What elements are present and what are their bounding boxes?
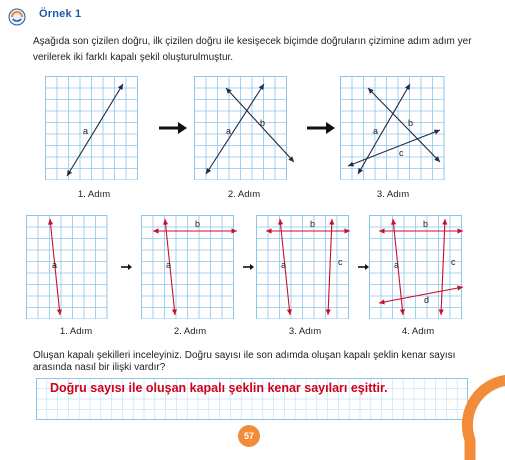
arrow-right-icon xyxy=(306,121,336,135)
line-label: a xyxy=(394,260,400,270)
answer-text: Doğru sayısı ile oluşan kapalı şeklin kenar sayıları eşittir. xyxy=(50,381,388,395)
line-label: a xyxy=(281,260,287,270)
row1-step3-figure xyxy=(340,76,446,180)
line-c xyxy=(326,219,335,315)
line-label: a xyxy=(166,260,172,270)
row2-step2-caption: 2. Adım xyxy=(173,326,207,337)
row2-step1-caption: 1. Adım xyxy=(59,326,93,337)
line-label: b xyxy=(423,219,429,229)
arrow-right-icon xyxy=(358,263,370,271)
row2-step2-figure xyxy=(141,215,239,319)
line-c xyxy=(439,219,448,315)
row1-step2-caption: 2. Adım xyxy=(227,189,261,200)
line-label: b xyxy=(408,118,414,128)
row1-step1-figure xyxy=(45,76,143,180)
row2-step1-figure xyxy=(26,215,110,319)
line-label: a xyxy=(226,126,232,136)
row2-step3-figure xyxy=(256,215,354,319)
line-label: b xyxy=(195,219,201,229)
line-label: b xyxy=(310,219,316,229)
line-label: a xyxy=(83,126,89,136)
line-label: a xyxy=(373,126,379,136)
line-label: d xyxy=(424,295,430,305)
row1-step2-figure xyxy=(194,76,294,180)
line-label: b xyxy=(260,118,266,128)
arrow-right-icon xyxy=(243,263,255,271)
page-title: Örnek 1 xyxy=(39,8,82,20)
line-label: c xyxy=(451,257,456,267)
line-label: a xyxy=(52,260,58,270)
row2-step4-caption: 4. Adım xyxy=(401,326,435,337)
row1-step3-caption: 3. Adım xyxy=(376,189,410,200)
arrow-right-icon xyxy=(158,121,188,135)
intro-paragraph: Aşağıda son çizilen doğru, ilk çizilen doğru ile kesişecek biçimde doğruların çizimine adım adım yer verilerek iki farklı kapalı şekil oluşturulmuştur. xyxy=(33,36,472,63)
decorative-arc xyxy=(455,360,505,460)
line-b xyxy=(368,88,440,162)
line-label: c xyxy=(399,148,404,158)
question-paragraph: Oluşan kapalı şekilleri inceleyiniz. Doğru sayısı ile son adımda oluşan kapalı şeklin kenar sayısı arasında nasıl bir ilişki vardır? xyxy=(33,350,456,373)
page-number-badge: 57 xyxy=(238,425,260,447)
row2-step4-figure xyxy=(369,215,467,319)
arrow-right-icon xyxy=(121,263,133,271)
row1-step1-caption: 1. Adım xyxy=(77,189,111,200)
line-label: c xyxy=(338,257,343,267)
row2-step3-caption: 3. Adım xyxy=(288,326,322,337)
line-a xyxy=(358,84,410,174)
